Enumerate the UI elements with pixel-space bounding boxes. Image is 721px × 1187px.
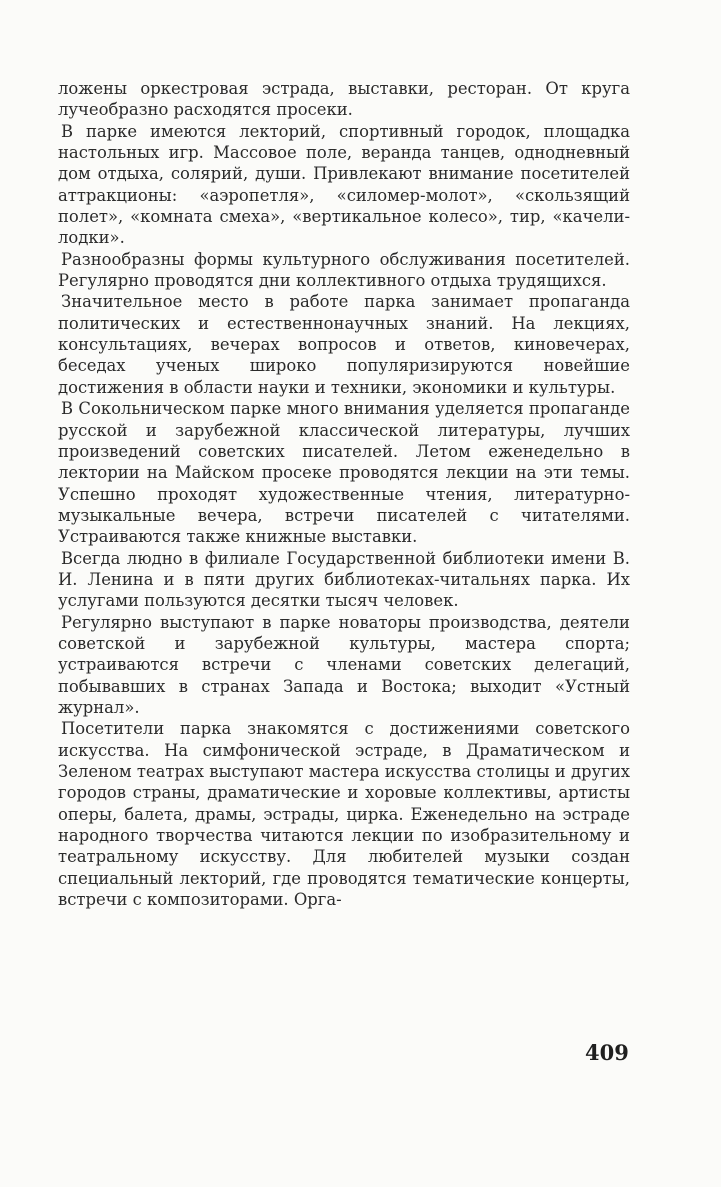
paragraph-5: В Сокольническом парке много внимания уделяется пропаганде русской и зарубежной классической литературы, лучших произведений советских писателей. Летом еженедельно в лектории на Майском просеке проводятся лекции на эти темы. Успешно проходят художественные чтения, литературно-музыкальные вечера, встречи писателей с читателями. Устраиваются также книжные выставки. [58, 399, 630, 547]
page-number: 409 [585, 1040, 629, 1065]
page-text [58, 78, 630, 910]
paragraph-7: Регулярно выступают в парке новаторы производства, деятели советской и зарубежной культуры, мастера спорта; устраиваются встречи с членами советских делегаций, побывавших в странах Запада и Востока; выходит «Устный журнал». [58, 612, 630, 717]
paragraph-6: Всегда людно в филиале Государственной библиотеки имени В. И. Ленина и в пяти других библиотеках-читальнях парка. Их услугами пользуются десятки тысяч человек. [58, 548, 630, 611]
paragraph-2: В парке имеются лекторий, спортивный городок, площадка настольных игр. Массовое поле, веранда танцев, однодневный дом отдыха, солярий, души. Привлекают внимание посетителей аттракционы: «аэропетля», «силомер-молот», «скользящий полет», «комната смеха», «вертикальное колесо», тир, «качели-лодки». [58, 121, 630, 248]
paragraph-4: Значительное место в работе парка занимает пропаганда политических и естественнонаучных знаний. На лекциях, консультациях, вечерах вопросов и ответов, киновечерах, беседах ученых широко популяризируются новейшие достижения в области науки и техники, экономики и культуры. [58, 292, 630, 397]
paragraph-1: ложены оркестровая эстрада, выставки, ресторан. От круга лучеобразно расходятся просеки. [58, 79, 630, 120]
paragraph-3: Разнообразны формы культурного обслуживания посетителей. Регулярно проводятся дни коллективного отдыха трудящихся. [58, 249, 630, 291]
paragraph-8: Посетители парка знакомятся с достижениями советского искусства. На симфонической эстраде, в Драматическом и Зеленом театрах выступают мастера искусства столицы и других городов страны, драматические и хоровые коллективы, артисты оперы, балета, драмы, эстрады, цирка. Еженедельно на эстраде народного творчества читаются лекции по изобразительному и театральному искусству. Для любителей музыки создан специальный лекторий, где проводятся тематические концерты, встречи с композиторами. Орга- [58, 719, 630, 910]
